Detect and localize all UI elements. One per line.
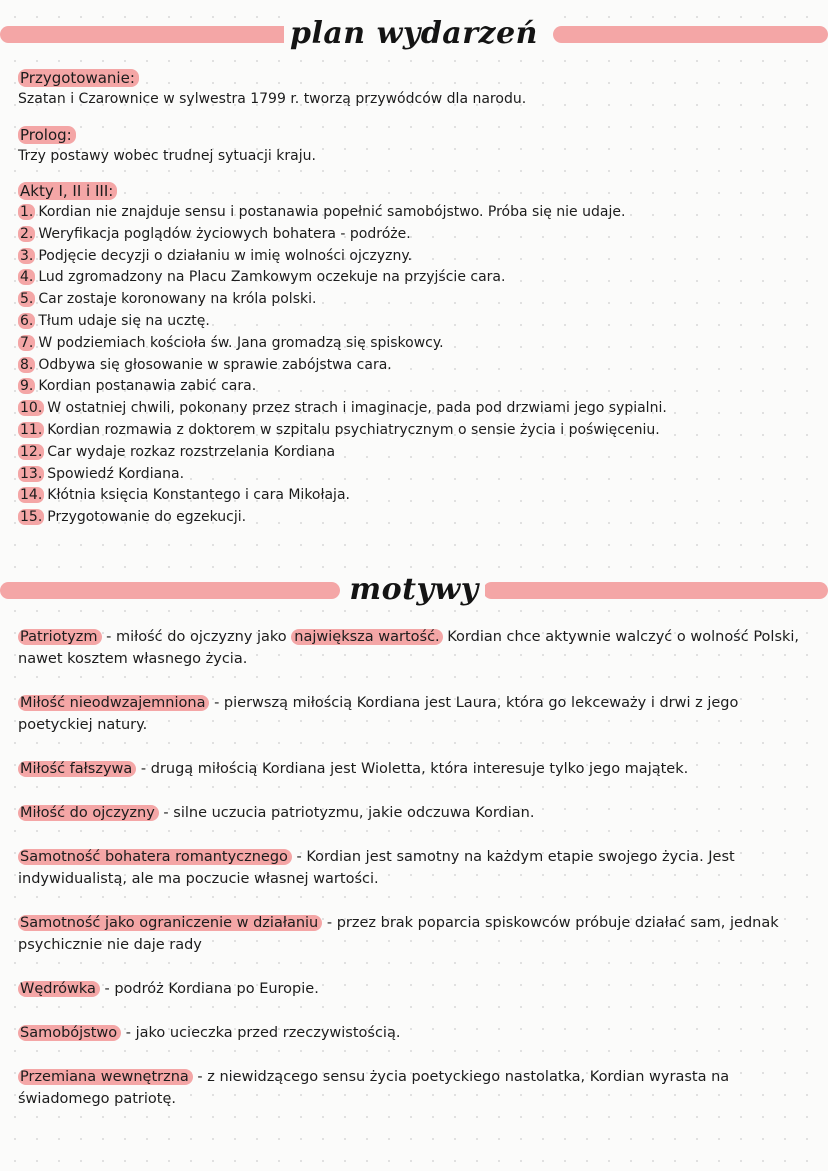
motive-term: Miłość fałszywa — [18, 761, 136, 777]
motives-banner — [0, 570, 828, 610]
motive-milosc-do-ojczyzny: Miłość do ojczyzny - silne uczucia patriotyzmu, jakie odczuwa Kordian. — [20, 805, 535, 821]
event-item: 4. Lud zgromadzony na Placu Zamkowym oczekuje na przyjście cara. — [20, 269, 506, 286]
motives-content — [18, 626, 813, 1110]
event-item: 8. Odbywa się głosowanie w sprawie zabójstwa cara. — [20, 356, 392, 373]
motive-term: Samotność bohatera romantycznego — [18, 849, 292, 865]
motive-term: Samobójstwo — [18, 1025, 121, 1041]
motive-przemiana: Przemiana wewnętrzna - z niewidzącego sensu życia poetyckiego nastolatka, Kordian wyrasta na świadomego patriotę. — [18, 1069, 730, 1107]
event-item: 5. Car zostaje koronowany na króla polski. — [20, 291, 317, 308]
motive-wedrowka: Wędrówka - podróż Kordiana po Europie. — [20, 981, 319, 997]
event-item: 1. Kordian nie znajduje sensu i postanawia popełnić samobójstwo. Próba się nie udaje. — [20, 204, 626, 220]
event-item: 6. Tłum udaje się na ucztę. — [20, 312, 210, 329]
event-item: 12. Car wydaje rozkaz rozstrzelania Kordiana — [20, 443, 336, 460]
motive-samotnosc-ograniczenie: Samotność jako ograniczenie w działaniu - przez brak poparcia spiskowców próbuje działać sam, jednak psychicznie nie daje rady — [18, 915, 779, 953]
event-item: 10. W ostatniej chwili, pokonany przez strach i imaginacje, pada pod drzwiami jego sypialni. — [20, 400, 667, 417]
event-item: 15. Przygotowanie do egzekucji. — [20, 509, 247, 526]
event-item: 14. Kłótnia księcia Konstantego i cara Mikołaja. — [20, 487, 350, 504]
motive-milosc-falszywa: Miłość fałszywa - drugą miłością Kordiana jest Wioletta, która interesuje tylko jego majątek. — [20, 761, 689, 777]
event-item: 11. Kordian rozmawia z doktorem w szpitalu psychiatrycznym o sensie życia i poświęceniu. — [20, 421, 660, 438]
motive-term: Samotność jako ograniczenie w działaniu — [18, 915, 322, 931]
event-item: 9. Kordian postanawia zabić cara. — [20, 378, 257, 395]
section-prolog-text: Trzy postawy wobec trudnej sytuacji kraju. — [18, 147, 316, 164]
plan-title: plan wydarzeń — [284, 16, 544, 51]
motive-term: Wędrówka — [18, 981, 100, 997]
plan-content — [18, 68, 813, 529]
plan-banner — [0, 14, 828, 54]
motive-samotnosc-bohatera: Samotność bohatera romantycznego - Kordian jest samotny na każdym etapie swojego życia. Jest indywidualistą, ale ma poczucie własnej wartości. — [18, 849, 735, 887]
event-item: 2. Weryfikacja poglądów życiowych bohatera - podróże. — [20, 225, 411, 242]
acts-label: Akty I, II i III: — [18, 181, 813, 202]
motive-term: Miłość do ojczyzny — [18, 805, 159, 821]
section-przygotowanie-label: Przygotowanie: — [18, 68, 813, 89]
motive-term: Patriotyzm — [18, 629, 102, 645]
event-item: 13. Spowiedź Kordiana. — [20, 465, 185, 482]
event-item: 7. W podziemiach kościoła św. Jana gromadzą się spiskowcy. — [20, 334, 444, 351]
motive-term: Przemiana wewnętrzna — [18, 1069, 193, 1085]
motive-patriotyzm: Patriotyzm - miłość do ojczyzny jako największa wartość. Kordian chce aktywnie walczyć o wolność Polski, nawet kosztem własnego życia. — [18, 629, 800, 667]
motive-milosc-nieodwzajemniona: Miłość nieodwzajemniona - pierwszą miłością Kordiana jest Laura, która go lekceważy i drwi z jego poetyckiej natury. — [18, 695, 739, 733]
section-przygotowanie-text: Szatan i Czarownice w sylwestra 1799 r. tworzą przywódców dla narodu. — [18, 91, 527, 107]
motive-samobojstwo: Samobójstwo - jako ucieczka przed rzeczywistością. — [20, 1025, 401, 1041]
motive-inline-highlight: największa wartość. — [291, 629, 442, 645]
section-prolog-label: Prolog: — [18, 125, 813, 146]
event-item: 3. Podjęcie decyzji o działaniu w imię wolności ojczyzny. — [20, 247, 413, 264]
motive-term: Miłość nieodwzajemniona — [18, 695, 209, 711]
motives-title: motywy — [343, 572, 484, 607]
events-list — [18, 202, 813, 529]
